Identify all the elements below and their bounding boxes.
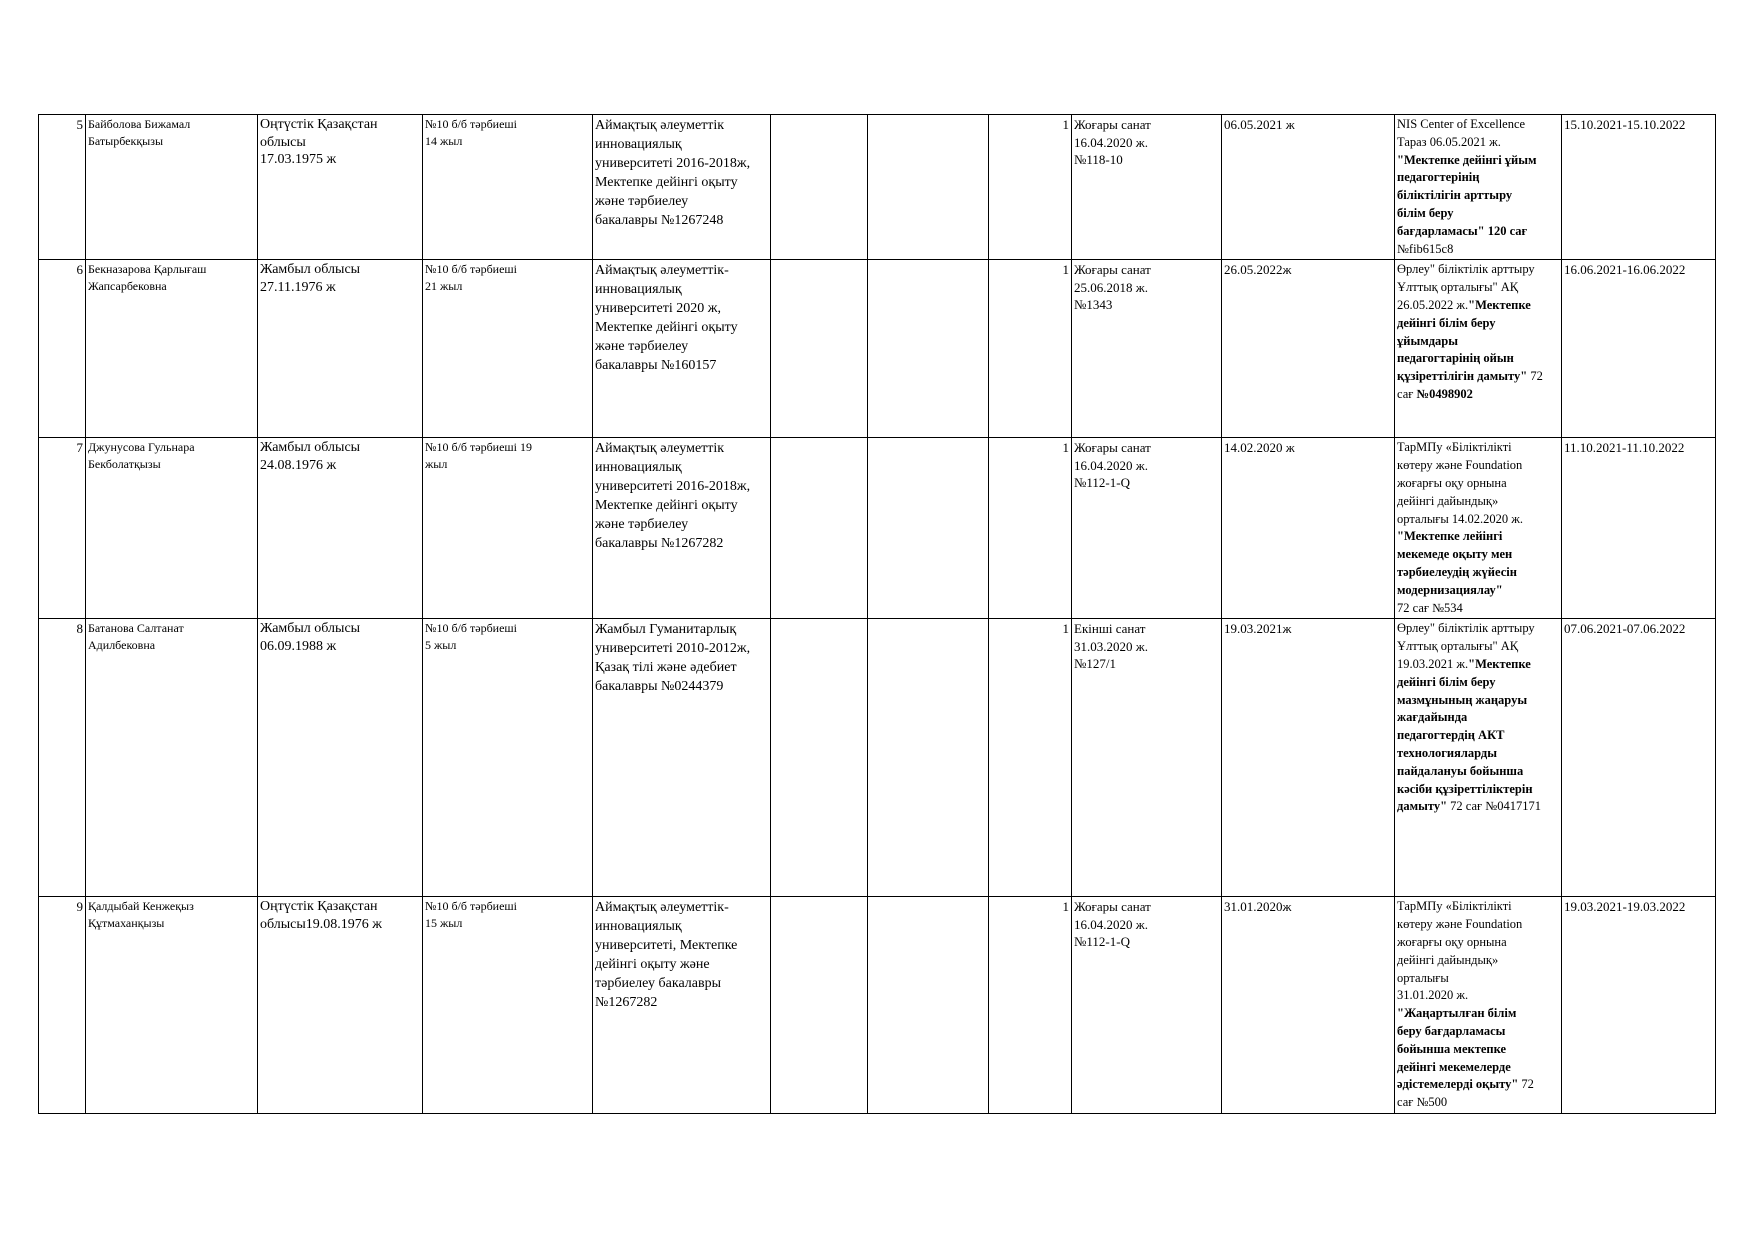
course-title: "Мектепке дейінгі білім беру мазмұнының жаңаруы жағдайында педагогтердің АКТ технологияларды пайдалануы бойынша кәсіби құзіреттіліктерін дамыту" — [1397, 656, 1533, 814]
empty-cell — [771, 438, 868, 619]
region-birthdate: Оңтүстік Қазақстан облысы19.08.1976 ж — [258, 897, 423, 1114]
certificate-date: 19.03.2021ж — [1222, 619, 1395, 897]
region-birthdate: Жамбыл облысы 06.09.1988 ж — [258, 619, 423, 897]
rate: 1 — [989, 897, 1072, 1114]
position-experience: №10 б/б тәрбиеші 14 жыл — [423, 115, 593, 260]
full-name: Батанова Салтанат Адилбековна — [86, 619, 258, 897]
empty-cell — [771, 260, 868, 438]
table-row — [39, 260, 1716, 438]
course-text: №fib615c8 — [1397, 241, 1454, 256]
full-name: Джунусова Гульнара Бекболатқызы — [86, 438, 258, 619]
course-title: "Мектепке дейінгі ұйым педагогтерінің біліктілігін арттыру білім беру бағдарламасы" 120 сағ — [1397, 152, 1537, 238]
empty-cell — [868, 260, 989, 438]
position-experience: №10 б/б тәрбиеші 5 жыл — [423, 619, 593, 897]
rate: 1 — [989, 115, 1072, 260]
empty-cell — [868, 115, 989, 260]
empty-cell — [868, 438, 989, 619]
course-title: "Жаңартылған білім беру бағдарламасы бойынша мектепке дейінгі мекемелерде әдістемелерді оқыту" — [1397, 1006, 1519, 1092]
table-row — [39, 897, 1716, 1114]
empty-cell — [771, 619, 868, 897]
course-text: 72 сағ №500 — [1397, 1077, 1534, 1110]
empty-cell — [771, 897, 868, 1114]
education: Аймақтық әлеуметтік- инновациялық университеті 2020 ж, Мектепке дейінгі оқыту және тәрбиелеу бакалавры №160157 — [593, 260, 771, 438]
course-text: 72 сағ №534 — [1397, 600, 1463, 615]
course-number: №0498902 — [1416, 386, 1473, 401]
table-row — [39, 438, 1716, 619]
course-info — [1395, 619, 1562, 897]
education: Аймақтық әлеуметтік инновациялық университеті 2016-2018ж, Мектепке дейінгі оқыту және тәрбиелеу бакалавры №1267248 — [593, 115, 771, 260]
validity-period: 16.06.2021-16.06.2022 — [1562, 260, 1716, 438]
position-experience: №10 б/б тәрбиеші 15 жыл — [423, 897, 593, 1114]
row-number: 6 — [39, 260, 86, 438]
rate: 1 — [989, 619, 1072, 897]
course-text: NIS Center of Excellence Тараз 06.05.2021 ж. — [1397, 117, 1526, 149]
education: Аймақтық әлеуметтік- инновациялық университеті, Мектепке дейінгі оқыту және тәрбиелеу бакалавры №1267282 — [593, 897, 771, 1114]
empty-cell — [771, 115, 868, 260]
row-number: 5 — [39, 115, 86, 260]
category: Жоғары санат 25.06.2018 ж. №1343 — [1072, 260, 1222, 438]
region-birthdate: Оңтүстік Қазақстан облысы 17.03.1975 ж — [258, 115, 423, 260]
course-title: "Мектепке лейінгі мекемеде оқыту мен тәрбиелеудің жүйесін модернизациялау" — [1397, 529, 1517, 597]
position-experience: №10 б/б тәрбиеші 21 жыл — [423, 260, 593, 438]
category: Жоғары санат 16.04.2020 ж. №112-1-Q — [1072, 438, 1222, 619]
certificate-date: 26.05.2022ж — [1222, 260, 1395, 438]
course-info — [1395, 438, 1562, 619]
validity-period: 15.10.2021-15.10.2022 — [1562, 115, 1716, 260]
course-info — [1395, 260, 1562, 438]
certificate-date: 06.05.2021 ж — [1222, 115, 1395, 260]
full-name: Бекназарова Қарлығаш Жапсарбековна — [86, 260, 258, 438]
validity-period: 11.10.2021-11.10.2022 — [1562, 438, 1716, 619]
row-number: 9 — [39, 897, 86, 1114]
course-info — [1395, 115, 1562, 260]
course-text: Өрлеу" біліктілік арттыру Ұлттық орталығы" АҚ 26.05.2022 ж. — [1397, 262, 1535, 312]
table-row — [39, 619, 1716, 897]
position-experience: №10 б/б тәрбиеші 19 жыл — [423, 438, 593, 619]
category: Екінші санат 31.03.2020 ж. №127/1 — [1072, 619, 1222, 897]
course-text: 72 сағ — [1397, 369, 1543, 401]
rate: 1 — [989, 438, 1072, 619]
course-title: "Мектепке дейінгі білім беру ұйымдары педагогтарінің ойын құзіреттілігін дамыту" — [1397, 297, 1531, 384]
course-text: 72 сағ №0417171 — [1447, 799, 1541, 814]
course-text: Өрлеу" біліктілік арттыру Ұлттық орталығы" АҚ 19.03.2021 ж. — [1397, 621, 1535, 671]
category: Жоғары санат 16.04.2020 ж. №118-10 — [1072, 115, 1222, 260]
course-info — [1395, 897, 1562, 1114]
region-birthdate: Жамбыл облысы 27.11.1976 ж — [258, 260, 423, 438]
education: Жамбыл Гуманитарлық университеті 2010-2012ж, Қазақ тілі және әдебиет бакалавры №0244379 — [593, 619, 771, 897]
rate: 1 — [989, 260, 1072, 438]
certificate-date: 14.02.2020 ж — [1222, 438, 1395, 619]
table-row — [39, 115, 1716, 260]
education: Аймақтық әлеуметтік инновациялық университеті 2016-2018ж, Мектепке дейінгі оқыту және тәрбиелеу бакалавры №1267282 — [593, 438, 771, 619]
region-birthdate: Жамбыл облысы 24.08.1976 ж — [258, 438, 423, 619]
empty-cell — [868, 619, 989, 897]
row-number: 7 — [39, 438, 86, 619]
course-text: ТарМПу «Біліктілікті көтеру және Foundation жоғарғы оқу орнына дейінгі дайындық» орталығы 14.02.2020 ж. — [1397, 440, 1524, 526]
category: Жоғары санат 16.04.2020 ж. №112-1-Q — [1072, 897, 1222, 1114]
full-name: Қалдыбай Кенжеқыз Құтмаханқызы — [86, 897, 258, 1114]
row-number: 8 — [39, 619, 86, 897]
validity-period: 07.06.2021-07.06.2022 — [1562, 619, 1716, 897]
staff-table — [38, 114, 1716, 1114]
empty-cell — [868, 897, 989, 1114]
certificate-date: 31.01.2020ж — [1222, 897, 1395, 1114]
validity-period: 19.03.2021-19.03.2022 — [1562, 897, 1716, 1114]
full-name: Байболова Бижамал Батырбекқызы — [86, 115, 258, 260]
course-text: ТарМПу «Біліктілікті көтеру және Foundation жоғарғы оқу орнына дейінгі дайындық» орталығы 31.01.2020 ж. — [1397, 899, 1523, 1003]
